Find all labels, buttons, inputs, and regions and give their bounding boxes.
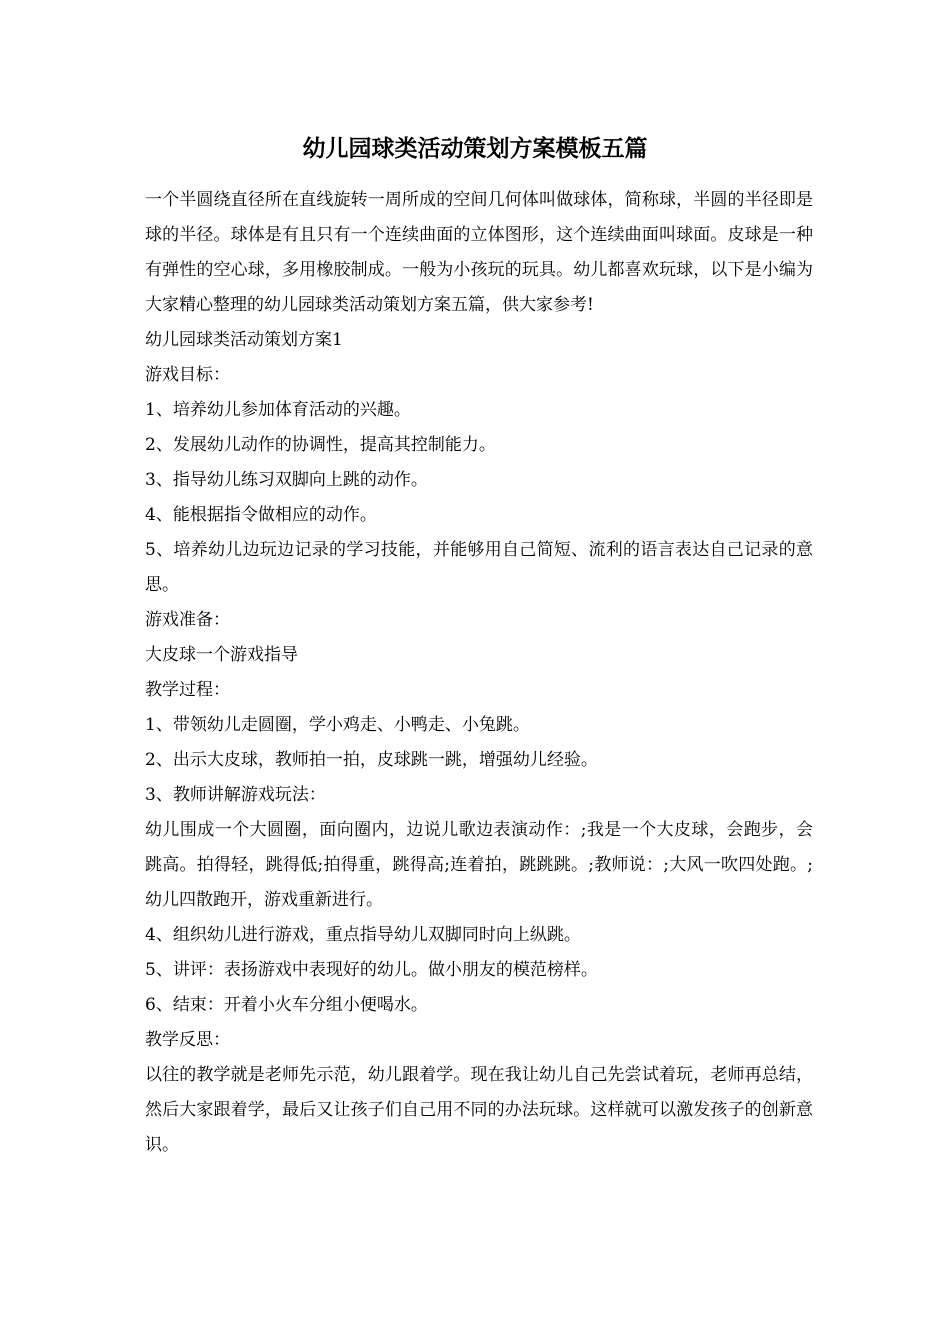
list-item: 4、组织幼儿进行游戏，重点指导幼儿双脚同时向上纵跳。	[145, 925, 581, 945]
document-title: 幼儿园球类活动策划方案模板五篇	[302, 135, 648, 162]
list-item: 3、指导幼儿练习双脚向上跳的动作。	[145, 470, 428, 490]
paragraph: 幼儿围成一个大圆圈，面向圈内，边说儿歌边表演动作：;我是一个大皮球，会跑步，会跳高。拍得轻，跳得低;拍得重，跳得高;连着拍，跳跳跳。;教师说：;大风一吹四处跑。;幼儿四散跑开，游戏重新进行。	[145, 820, 813, 910]
list-item: 5、培养幼儿边玩边记录的学习技能，并能够用自己简短、流利的语言表达自己记录的意思。	[145, 540, 813, 595]
section-heading: 幼儿园球类活动策划方案1	[145, 330, 343, 350]
document-body	[145, 183, 813, 1163]
list-item: 4、能根据指令做相应的动作。	[145, 505, 377, 525]
intro-paragraph: 一个半圆绕直径所在直线旋转一周所成的空间几何体叫做球体，简称球，半圆的半径即是球的半径。球体是有且只有一个连续曲面的立体图形，这个连续曲面叫球面。皮球是一种有弹性的空心球，多用橡胶制成。一般为小孩玩的玩具。幼儿都喜欢玩球，以下是小编为大家精心整理的幼儿园球类活动策划方案五篇，供大家参考!	[145, 190, 813, 315]
subheading-reflection: 教学反思：	[145, 1030, 230, 1050]
list-item: 3、教师讲解游戏玩法：	[145, 785, 326, 805]
paragraph: 以往的教学就是老师先示范，幼儿跟着学。现在我让幼儿自己先尝试着玩，老师再总结，然后大家跟着学，最后又让孩子们自己用不同的办法玩球。这样就可以激发孩子的创新意识。	[145, 1065, 813, 1155]
list-item: 1、培养幼儿参加体育活动的兴趣。	[145, 400, 411, 420]
subheading-preparation: 游戏准备：	[145, 610, 230, 630]
list-item: 2、发展幼儿动作的协调性，提高其控制能力。	[145, 435, 496, 455]
subheading-process: 教学过程：	[145, 680, 230, 700]
list-item: 2、出示大皮球，教师拍一拍，皮球跳一跳，增强幼儿经验。	[145, 750, 598, 770]
list-item: 6、结束：开着小火车分组小便喝水。	[145, 995, 428, 1015]
subheading-goals: 游戏目标：	[145, 365, 230, 385]
list-item: 1、带领幼儿走圆圈，学小鸡走、小鸭走、小兔跳。	[145, 715, 530, 735]
paragraph: 大皮球一个游戏指导	[145, 645, 298, 665]
list-item: 5、讲评：表扬游戏中表现好的幼儿。做小朋友的模范榜样。	[145, 960, 598, 980]
